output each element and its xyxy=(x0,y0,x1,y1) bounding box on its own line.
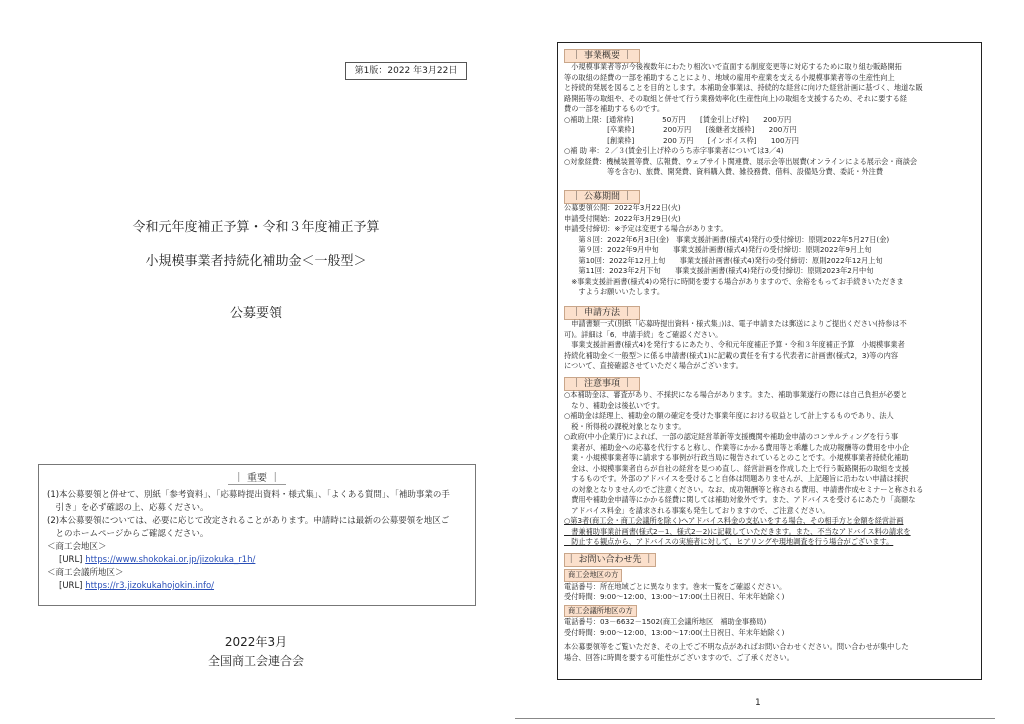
important-line: 引き」を必ず確認の上、応募ください。 xyxy=(47,503,209,513)
url-label: [URL] xyxy=(59,555,86,565)
important-heading: ｜ 重要 ｜ xyxy=(228,469,286,485)
shokokai-url-link[interactable]: https://www.shokokai.or.jp/jizokuka_r1h/ xyxy=(85,555,256,565)
important-line: (2)本公募要領については、必要に応じて改定されることがあります。申請時には最新の公募要領を地区ご xyxy=(47,516,450,526)
footer-divider xyxy=(515,718,995,719)
section-title-application: ｜ 申請方法 ｜ xyxy=(564,306,640,320)
notes-warning: 防止する観点から、アドバイスの実施者に対して、ヒアリングや現地調査を行う場合がございます。 xyxy=(564,537,894,546)
edition-date: 第1版：2022 年3月22日 xyxy=(345,62,467,80)
section-title-contact: ｜ お問い合わせ先 ｜ xyxy=(564,553,656,567)
important-box xyxy=(38,464,476,606)
publish-date: 2022年3月 xyxy=(224,635,288,649)
notes-warning: 書兼補助事業計画書(様式2－1、様式2－2)に記載していただきます。また、不当なアドバイス料の請求を xyxy=(564,526,911,536)
section-title-period: ｜ 公募期間 ｜ xyxy=(564,190,640,204)
contact-shokokaigisho-label: 商工会議所地区の方 xyxy=(564,605,637,618)
summary-panel xyxy=(557,42,982,680)
important-line: (1)本公募要領と併せて、別紙「参考資料」、「応募時提出資料・様式集」、「よくある質問」、「補助事業の手 xyxy=(47,490,450,500)
important-line: ＜商工会地区＞ xyxy=(47,542,107,552)
publisher-org: 全国商工会連合会 xyxy=(207,654,304,668)
contact-text: 商工会地区の方 電話番号：所在地域ごとに異なります。巻末一覧をご確認ください。 受付時間：9:00～12:00、13:00～17:00(土日祝日、年末年始除く) 商工会議所地区の方 電話番号：03－6632－1502(商工会議所地区 補助金事務局) 受付時間：9:00～12:00、13:00～17:00(土日祝日、年末年始除く) 本公募要領等をご覧いただき、その上でご不明な点があればお問い合わせください。問い合わせが集中した 場合、回答に時間を要する可能性がございますので、ご了承ください。 xyxy=(564,570,909,662)
contact-shokokai-label: 商工会地区の方 xyxy=(564,569,622,582)
notes-warning: ○第3者(商工会・商工会議所を除く)へアドバイス料金の支払いをする場合、その相手方と金額を経営計画 xyxy=(564,516,904,525)
url-label: [URL] xyxy=(59,581,86,591)
important-line: とのホームページからご確認ください。 xyxy=(47,529,209,539)
jizokuka-url-link[interactable]: https://r3.jizokukahojokin.info/ xyxy=(85,581,215,591)
section-title-notes: ｜ 注意事項 ｜ xyxy=(564,377,640,391)
notes-text: ○本補助金は、審査があり、不採択になる場合があります。また、補助事業遂行の際には自己負担が必要と なり、補助金は後払いです。 ○補助金は経理上、補助金の額の確定を受けた事業年度における収益として計上するものであり、法人 税・所得税の課税対象となります。 ○政府(中小企業庁)によれば、一部の認定経営革新等支援機関や補助金申請のコンサルティングを行う事 業者が、補助金への応募を代行すると称し、作業等にかかる費用等と乖離した成功報酬等の費用を中小企 業・小規模事業者等に請求する事例が行政当局に報告されているとのことです。小規模事業者持続化補助 金は、小規模事業者自らが自社の経営を見つめ直し、経営計画を作成した上で行う販路開拓の取組を支援 するものです。外部のアドバイスを受けること自体は問題ありませんが、上記趣旨に沿わない申請は採択 の対象となりませんのでご注意ください。なお、成功報酬等と称される費用、申請書作成セミナーと称される 費用や補助金申請等にかかる経費に関しては補助対象外です。また、アドバイスを受けるにあたり「高額な アドバイス料金」を請求される事案も発生しておりますので、ご注意ください。 ○第3者(商工会・商工会議所を除く)へアドバイス料金の支払いをする場合、その相手方と金額を経営計画 書兼補助事業計画書(様式2－1、様式2－2)に記載していただきます。また、不当なアドバイス料の請求を 防止する観点から、アドバイスの実施者に対して、ヒアリングや現地調査を行う場合がございます。 xyxy=(564,390,975,548)
important-body xyxy=(47,489,467,593)
doc-title-guidelines: 公募要領 xyxy=(229,306,282,321)
doc-title-budget: 令和元年度補正予算・令和３年度補正予算 xyxy=(132,220,380,235)
period-text: 公募要領公開：2022年3月22日(火) 申請受付開始：2022年3月29日(火) 申請受付締切：※予定は変更する場合があります。 第８回：2022年6月3日(金) 事業支援計画書(様式4)発行の受付締切：原則2022年5月27日(金) 第９回：2022年9月中旬 事業支援計画書(様式4)発行の受付締切：原則2022年9月上旬 第10回：2022年12月上旬 事業支援計画書(様式4)発行の受付締切：原則2022年12月上旬 第11回：2023年2月下旬 事業支援計画書(様式4)発行の受付締切：原則2023年2月中旬 ※事業支援計画書(様式4)の発行に時間を要する場合がありますので、余裕をもってお手続きいただきま すようお願いいたします。 xyxy=(564,203,904,296)
overview-text: 小規模事業者等が今後複数年にわたり相次いで直面する制度変更等に対応するために取り組む販路開拓 等の取組の経費の一部を補助することにより、地域の雇用や産業を支える小規模事業者等の生産性向上 と持続的発展を図ることを目的とします。本補助金事業は、持続的な経営に向けた経営計画に基づく、地道な販 路開拓等の取組や、その取組と併せて行う業務効率化(生産性向上)の取組を支援するため、それに要する経 費の一部を補助するものです。 ○補助上限：[通常枠] 50万円 [賃金引上げ枠] 200万円 [卒業枠] 200万円 [後継者支援枠] 200万円 [創業枠] 200 万円 [インボイス枠] 100万円 ○補 助 率：２／３(賃金引上げ枠のうち赤字事業者については3／4) ○対象経費：機械装置等費、広報費、ウェブサイト関連費、展示会等出展費(オンラインによる展示会・商談会 等を含む)、旅費、開発費、資料購入費、雑役務費、借料、設備処分費、委託・外注費 xyxy=(564,62,923,176)
page-number: 1 xyxy=(755,698,761,708)
application-text: 申請書類一式(別紙「応募時提出資料・様式集」)は、電子申請または郵送によりご提出ください(持参は不 可)。詳細は「6．申請手続」をご確認ください。 事業支援計画書(様式4)を発行するにあたり、令和元年度補正予算・令和３年度補正予算 小規模事業者 持続化補助金＜一般型＞に係る申請書(様式1)に記載の責任を有する代表者に計画書(様式2，3)等の内容 について、直接確認させていただく場合がございます。 xyxy=(564,319,907,370)
important-line: ＜商工会議所地区＞ xyxy=(47,568,124,578)
section-title-overview: ｜ 事業概要 ｜ xyxy=(564,49,640,63)
doc-title-subsidy: 小規模事業者持続化補助金＜一般型＞ xyxy=(145,254,367,269)
